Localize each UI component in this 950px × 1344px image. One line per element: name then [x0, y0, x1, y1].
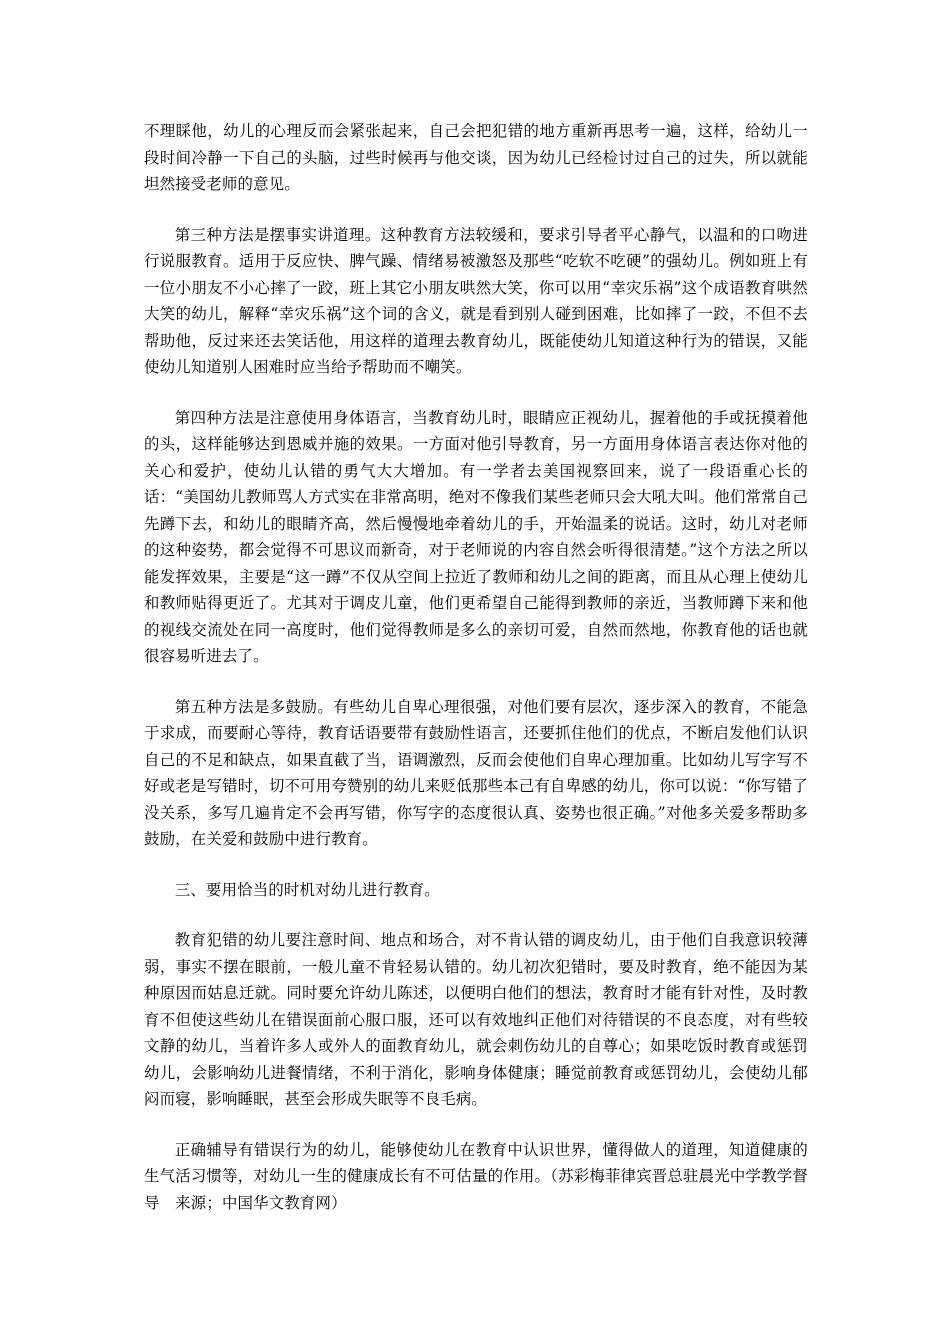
paragraph-3: 第四种方法是注意使用身体语言，当教育幼儿时，眼睛应正视幼儿，握着他的手或抚摸着他的头，这样能够达到恩威并施的效果。一方面对他引导教育，另一方面用身体语言表达你对他的关心和爱护，使幼儿认错的勇气大大增加。有一学者去美国视察回来，说了一段语重心长的话：“美国幼儿教师骂人方式实在非常高明，绝对不像我们某些老师只会大吼大叫。他们常常自己先蹲下去，和幼儿的眼睛齐高，然后慢慢地牵着幼儿的手，开始温柔的说话。这时，幼儿对老师的这种姿势，都会觉得不可思议而新奇，对于老师说的内容自然会听得很清楚。”这个方法之所以能发挥效果，主要是“这一蹲”不仅从空间上拉近了教师和幼儿之间的距离，而且从心理上使幼儿和教师贴得更近了。尤其对于调皮儿童，他们更希望自己能得到教师的亲近，当教师蹲下来和他的视线交流处在同一高度时，他们觉得教师是多么的亲切可爱，自然而然地，你教育他的话也就很容易听进去了。	[144, 408, 808, 665]
paragraph-6: 正确辅导有错误行为的幼儿，能够使幼儿在教育中认识世界，懂得做人的道理，知道健康的生气活习惯等，对幼儿一生的健康成长有不可估量的作用。（苏彩梅菲律宾晋总驻晨光中学教学督导 来源；中国华文教育网）	[144, 1140, 808, 1212]
paragraph-2: 第三种方法是摆事实讲道理。这种教育方法较缓和，要求引导者平心静气，以温和的口吻进行说服教育。适用于反应快、脾气躁、情绪易被激怒及那些“吃软不吃硬”的强幼儿。例如班上有一位小朋友不小心摔了一跤，班上其它小朋友哄然大笑，你可以用“幸灾乐祸”这个成语教育哄然大笑的幼儿，解释“幸灾乐祸”这个词的含义，就是看到别人碰到困难，比如摔了一跤，不但不去帮助他，反过来还去笑话他，用这样的道理去教育幼儿，既能使幼儿知道这种行为的错误，又能使幼儿知道别人困难时应当给予帮助而不嘲笑。	[144, 225, 808, 376]
paragraph-4: 第五种方法是多鼓励。有些幼儿自卑心理很强，对他们要有层次，逐步深入的教育，不能急于求成，而要耐心等待，教育话语要带有鼓励性语言，还要抓住他们的优点，不断启发他们认识自己的不足和缺点，如果直截了当，语调激烈，反而会使他们自卑心理加重。比如幼儿写字写不好或老是写错时，切不可用夸赞别的幼儿来贬低那些本己有自卑感的幼儿，你可以说：“你写错了没关系，多写几遍肯定不会再写错，你写字的态度很认真、姿势也很正确。”对他多关爱多帮助多鼓励，在关爱和鼓励中进行教育。	[144, 697, 808, 848]
paragraph-1: 不理睬他，幼儿的心理反而会紧张起来，自己会把犯错的地方重新再思考一遍，这样，给幼儿一段时间冷静一下自己的头脑，过些时候再与他交谈，因为幼儿已经检讨过自己的过失，所以就能坦然接受老师的意见。	[144, 122, 808, 193]
section-heading: 三、要用恰当的时机对幼儿进行教育。	[174, 880, 440, 899]
document-page	[144, 118, 808, 1240]
paragraph-5: 教育犯错的幼儿要注意时间、地点和场合，对不肯认错的调皮幼儿，由于他们自我意识较薄弱，事实不摆在眼前，一般儿童不肯轻易认错的。幼儿初次犯错时，要及时教育，绝不能因为某种原因而姑息迁就。同时要允许幼儿陈述，以便明白他们的想法，教育时才能有针对性，及时教育不但使这些幼儿在错误面前心服口服，还可以有效地纠正他们对待错误的不良态度，对有些较文静的幼儿，当着许多人或外人的面教育幼儿，就会刺伤幼儿的自尊心；如果吃饭时教育或惩罚幼儿，会影响幼儿进餐情绪，不利于消化，影响身体健康；睡觉前教育或惩罚幼儿，会使幼儿郁闷而寝，影响睡眠，甚至会形成失眠等不良毛病。	[144, 931, 808, 1108]
